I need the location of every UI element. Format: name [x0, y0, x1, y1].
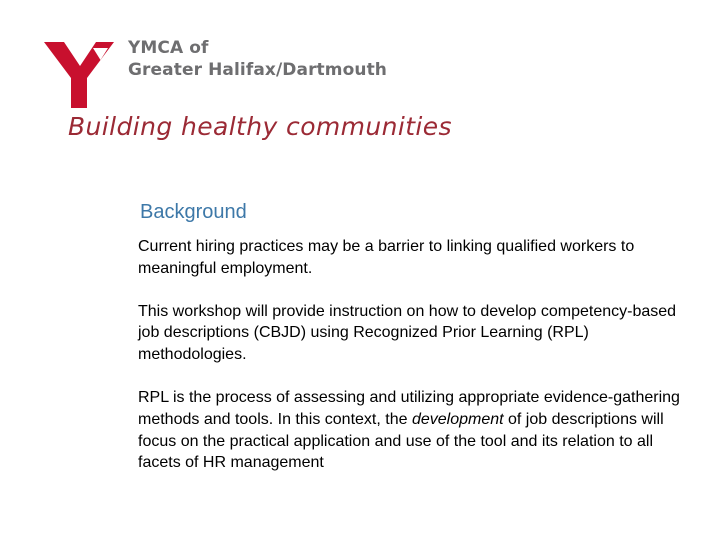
paragraph-rpl: [138, 387, 683, 474]
paragraph-hiring: Current hiring practices may be a barrier to linking qualified workers to meaningful employment.: [138, 238, 635, 277]
ymca-logo-icon: [44, 42, 114, 108]
slide-heading: Background: [140, 201, 247, 223]
paragraph-rpl-part1: RPL is the process of assessing and utilizing appropriate evidence-gathering methods and tools. In this context, the: [138, 388, 680, 428]
tagline: Building healthy communities: [68, 112, 452, 141]
org-name-line1: YMCA of: [128, 38, 209, 58]
org-name-line2: Greater Halifax/Dartmouth: [128, 60, 388, 80]
paragraph-rpl-part2: of job descriptions will focus on the practical application and use of the tool and its relation to all facets of HR management: [138, 410, 664, 472]
slide-body: [138, 236, 683, 495]
emphasis-development: development: [411, 410, 504, 428]
paragraph-workshop: This workshop will provide instruction on how to develop competency-based job descriptions (CBJD) using Recognized Prior Learning (RPL) methodologies.: [138, 302, 677, 364]
